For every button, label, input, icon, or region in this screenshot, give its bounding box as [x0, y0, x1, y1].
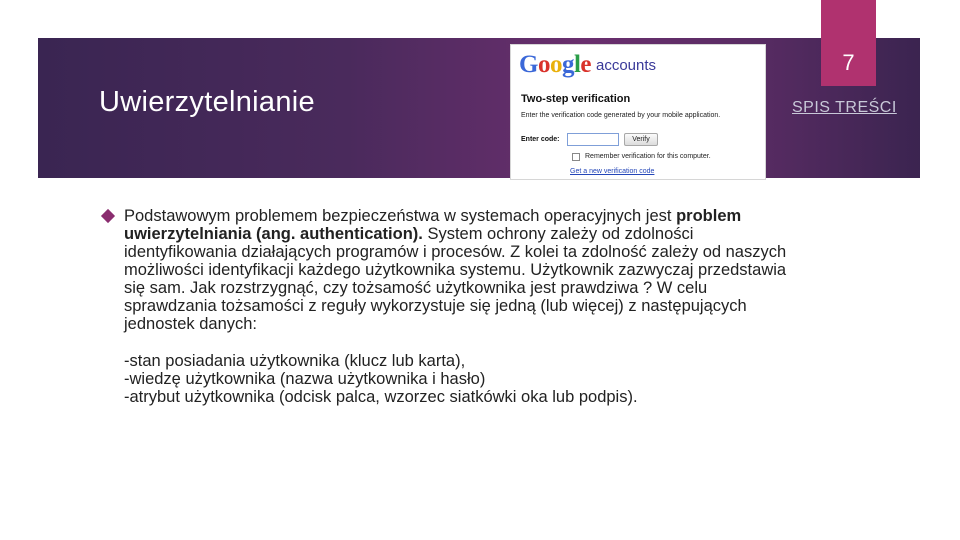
para-bold: problem uwierzytelniania (ang. authentication).	[124, 207, 742, 243]
code-label: Enter code:	[521, 136, 560, 143]
list-item: -stan posiadania użytkownika (klucz lub karta),	[124, 352, 466, 370]
bullet-icon	[101, 209, 115, 223]
remember-label: Remember verification for this computer.	[585, 153, 711, 160]
code-input	[567, 133, 619, 146]
verification-instruction: Enter the verification code generated by your mobile application.	[521, 112, 721, 119]
google-verification-screenshot	[510, 44, 766, 180]
para-lead: Podstawowym problemem bezpieczeństwa w systemach operacyjnych jest	[124, 207, 677, 225]
slide-title: Uwierzytelnianie	[99, 86, 315, 118]
google-logo: Google	[519, 51, 592, 78]
verification-heading: Two-step verification	[521, 93, 631, 105]
body-paragraph	[124, 207, 788, 333]
toc-link[interactable]: SPIS TREŚCI	[792, 99, 897, 116]
accounts-word: accounts	[596, 57, 657, 74]
new-code-link: Get a new verification code	[570, 168, 655, 175]
factor-list	[124, 352, 784, 406]
page-number: 7	[842, 50, 855, 75]
para-rest: System ochrony zależy od zdolności identyfikowania działających programów i procesów. Z kolei ta zdolność zależy od naszych możliwości identyfikacji każdego użytkownika systemu. Użytkownik zazwyczaj przedstawia się sam. Jak rozstrzygnąć, czy tożsamość użytkownika jest prawdziwa ? W celu sprawdzania tożsamości z reguły wykorzystuje się jedną (lub więcej) z następujących jednostek danych:	[124, 225, 787, 333]
remember-checkbox	[572, 153, 580, 161]
list-item: -wiedzę użytkownika (nazwa użytkownika i hasło)	[124, 370, 486, 388]
verify-button: Verify	[624, 133, 658, 146]
list-item: -atrybut użytkownika (odcisk palca, wzorzec siatkówki oka lub podpis).	[124, 388, 638, 406]
